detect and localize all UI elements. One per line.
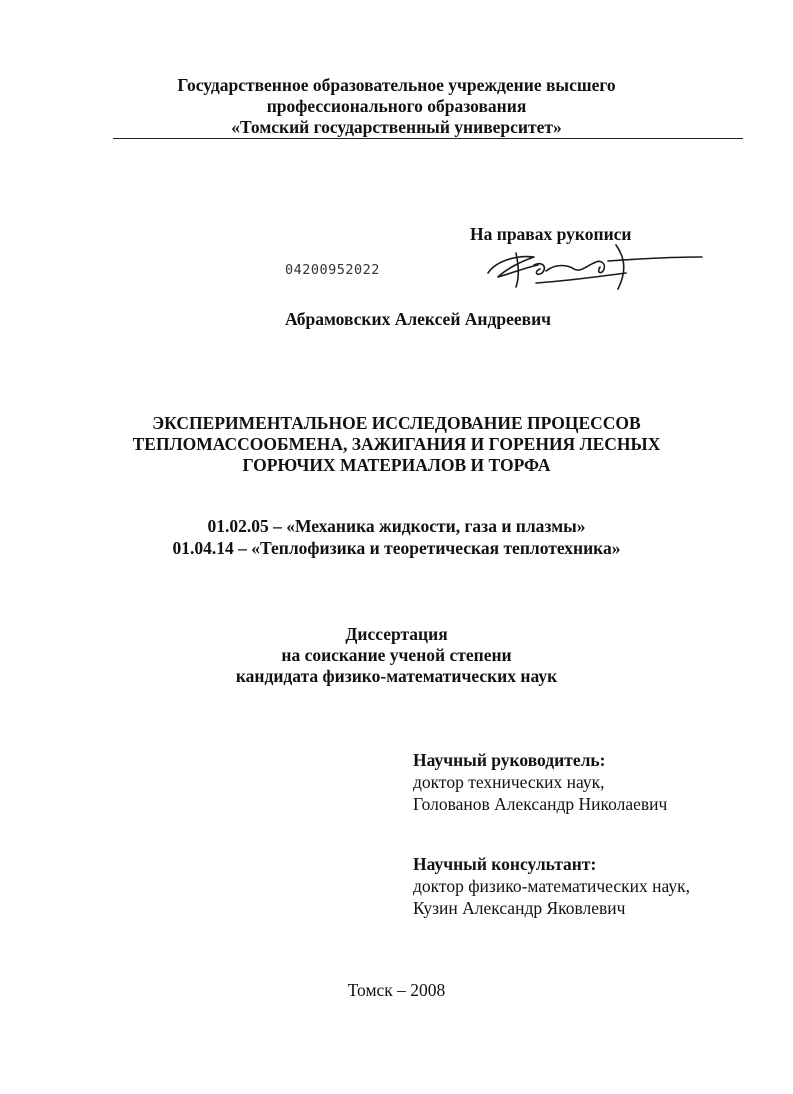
title-line: ЭКСПЕРИМЕНТАЛЬНОЕ ИССЛЕДОВАНИЕ ПРОЦЕССОВ (152, 413, 641, 433)
handwritten-signature (476, 243, 706, 291)
degree-line: Диссертация (345, 624, 448, 644)
header-divider (113, 138, 743, 139)
author-name: Абрамовских Алексей Андреевич (285, 309, 552, 329)
degree-statement (0, 624, 793, 687)
supervisor-degree: доктор технических наук, (413, 772, 605, 792)
title-line: ГОРЮЧИХ МАТЕРИАЛОВ И ТОРФА (242, 455, 551, 475)
consultant-block (413, 853, 690, 919)
consultant-label: Научный консультант: (413, 854, 597, 874)
registry-code: 04200952022 (285, 262, 380, 278)
institution-line: «Томский государственный университет» (231, 117, 562, 137)
specialty-line: 01.04.14 – «Теплофизика и теоретическая теплотехника» (172, 538, 621, 558)
institution-line: профессионального образования (266, 96, 527, 116)
supervisor-label: Научный руководитель: (413, 750, 606, 770)
city-year: Томск – 2008 (347, 980, 446, 1000)
supervisor-block (413, 749, 667, 815)
dissertation-title (0, 413, 793, 476)
specialty-line: 01.02.05 – «Механика жидкости, газа и плазмы» (207, 516, 586, 536)
institution-header (0, 75, 793, 138)
degree-line: кандидата физико-математических наук (235, 666, 558, 686)
degree-line: на соискание ученой степени (281, 645, 512, 665)
rights-note: На правах рукописи (470, 224, 632, 244)
institution-line: Государственное образовательное учреждение высшего (177, 75, 616, 95)
title-line: ТЕПЛОМАССООБМЕНА, ЗАЖИГАНИЯ И ГОРЕНИЯ ЛЕСНЫХ (132, 434, 661, 454)
specialties (0, 515, 793, 559)
consultant-degree: доктор физико-математических наук, (413, 876, 690, 896)
consultant-name: Кузин Александр Яковлевич (413, 898, 626, 918)
supervisor-name: Голованов Александр Николаевич (413, 794, 668, 814)
